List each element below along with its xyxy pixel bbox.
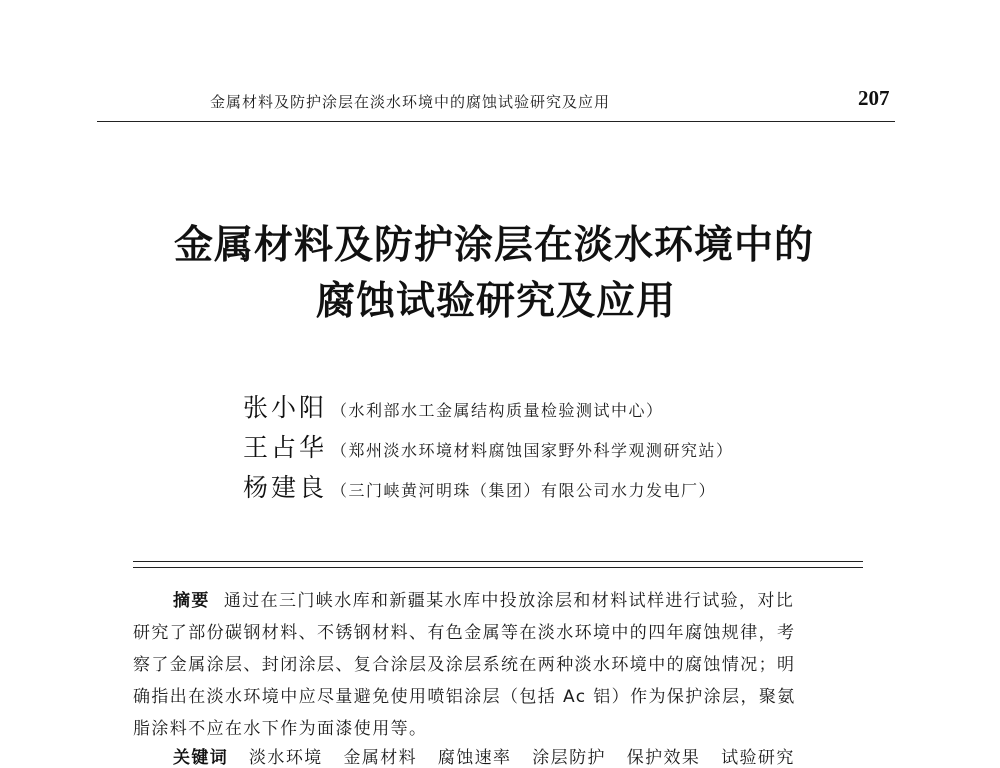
- author-name: 杨建良: [243, 473, 328, 502]
- keyword: 保护效果: [626, 748, 701, 768]
- abstract-line: 研究了部份碳钢材料、不锈钢材料、有色金属等在淡水环境中的四年腐蚀规律，考: [133, 623, 796, 643]
- abstract-line: [133, 585, 865, 617]
- author-name: 王占华: [243, 433, 328, 462]
- page-number: 207: [858, 86, 890, 110]
- abstract-divider-bottom: [133, 567, 863, 568]
- keywords-line: [173, 743, 809, 768]
- author-affiliation: （三门峡黄河明珠（集团）有限公司水力发电厂）: [331, 481, 717, 500]
- keyword: 试验研究: [721, 748, 795, 768]
- author-entry: [243, 428, 734, 464]
- paper-title-line-2: 腐蚀试验研究及应用: [315, 278, 676, 324]
- author-entry: [243, 468, 716, 504]
- abstract-line: 脂涂料不应在水下作为面漆使用等。: [133, 719, 428, 739]
- abstract-divider-top: [133, 561, 863, 562]
- header-divider: [97, 121, 895, 122]
- author-affiliation: （水利部水工金属结构质量检验测试中心）: [331, 401, 664, 420]
- abstract-text: 通过在三门峡水库和新疆某水库中投放涂层和材料试样进行试验，对比: [223, 591, 795, 611]
- keywords-label: 关键词: [173, 748, 229, 768]
- keyword: 涂层防护: [532, 748, 606, 768]
- paper-title-line-1: 金属材料及防护涂层在淡水环境中的: [173, 222, 814, 268]
- keyword: 金属材料: [343, 748, 418, 768]
- keyword: 淡水环境: [249, 748, 323, 768]
- abstract-line: 确指出在淡水环境中应尽量避免使用喷铝涂层（包括 Ac 铝）作为保护涂层，聚氨: [133, 687, 796, 707]
- author-affiliation: （郑州淡水环境材料腐蚀国家野外科学观测研究站）: [331, 441, 734, 460]
- author-entry: [243, 388, 664, 424]
- running-header: 金属材料及防护涂层在淡水环境中的腐蚀试验研究及应用: [210, 93, 611, 111]
- author-name: 张小阳: [243, 393, 328, 422]
- abstract-label: 摘要: [173, 591, 210, 611]
- keyword: 腐蚀速率: [437, 748, 512, 768]
- abstract-line: 察了金属涂层、封闭涂层、复合涂层及涂层系统在两种淡水环境中的腐蚀情况；明: [133, 655, 796, 675]
- abstract-block: [133, 585, 865, 745]
